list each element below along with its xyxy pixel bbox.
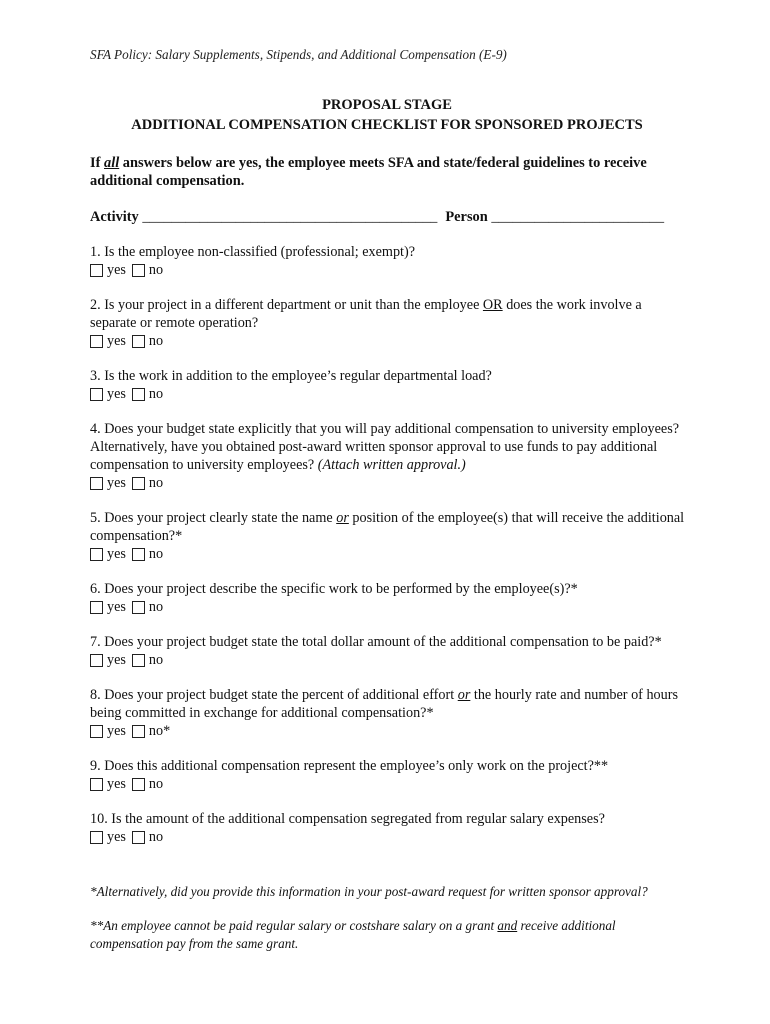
- question-2: [90, 296, 690, 350]
- no-checkbox[interactable]: [132, 831, 145, 844]
- yes-label: yes: [107, 333, 126, 349]
- no-label: no: [148, 262, 164, 278]
- yes-label: yes: [107, 386, 126, 402]
- activity-label: Activity: [90, 209, 143, 225]
- question-text: 10. Is the amount of the additional compensation segregated from regular salary expenses?: [90, 811, 605, 827]
- no-checkbox[interactable]: [132, 654, 145, 667]
- question-text: 9. Does this additional compensation represent the employee’s only work on the project?**: [90, 758, 609, 774]
- answer-options: [90, 261, 690, 279]
- question-text: 4. Does your budget state explicitly that you will pay additional compensation to university employees? Alternatively, have you obtained post-award written sponsor approval to use funds to pay additional compensation to university employees? (Attach written approval.): [90, 421, 680, 473]
- yes-label: yes: [107, 546, 126, 562]
- policy-header: SFA Policy: Salary Supplements, Stipends, and Additional Compensation (E-9): [90, 47, 507, 62]
- title-line-1: PROPOSAL STAGE: [322, 97, 452, 113]
- no-label: no: [148, 652, 164, 668]
- no-checkbox[interactable]: [132, 548, 145, 561]
- no-checkbox[interactable]: [132, 335, 145, 348]
- no-label: no: [148, 386, 164, 402]
- no-label: no: [148, 599, 164, 615]
- yes-checkbox[interactable]: [90, 264, 103, 277]
- no-label: no: [148, 546, 164, 562]
- yes-label: yes: [107, 829, 126, 845]
- question-6: [90, 580, 690, 616]
- answer-options: [90, 332, 690, 350]
- answer-options: [90, 598, 690, 616]
- no-checkbox[interactable]: [132, 725, 145, 738]
- yes-label: yes: [107, 652, 126, 668]
- yes-label: yes: [107, 262, 126, 278]
- yes-checkbox[interactable]: [90, 654, 103, 667]
- title-block: [90, 95, 684, 135]
- question-text: 3. Is the work in addition to the employee’s regular departmental load?: [90, 368, 492, 384]
- answer-options: [90, 828, 690, 846]
- no-label: no: [148, 475, 164, 491]
- activity-input[interactable]: _________________________________________: [142, 209, 438, 225]
- activity-line: [90, 208, 684, 226]
- intro-text: If all answers below are yes, the employee meets SFA and state/federal guidelines to receive additional compensation.: [90, 155, 647, 189]
- yes-checkbox[interactable]: [90, 477, 103, 490]
- question-text: 5. Does your project clearly state the name or position of the employee(s) that will receive the additional compensation?*: [90, 510, 685, 544]
- no-checkbox[interactable]: [132, 601, 145, 614]
- question-3: [90, 367, 690, 403]
- footnote-1: *Alternatively, did you provide this information in your post-award request for written sponsor approval?: [90, 884, 648, 899]
- question-8: [90, 686, 690, 740]
- answer-options: [90, 722, 690, 740]
- answer-options: [90, 474, 690, 492]
- no-label: no: [148, 829, 164, 845]
- intro-emphasis: all: [104, 155, 120, 171]
- yes-checkbox[interactable]: [90, 335, 103, 348]
- question-text: 8. Does your project budget state the percent of additional effort or the hourly rate and number of hours being committed in exchange for additional compensation?*: [90, 687, 678, 721]
- no-label: no*: [148, 723, 171, 739]
- yes-checkbox[interactable]: [90, 778, 103, 791]
- yes-label: yes: [107, 776, 126, 792]
- answer-options: [90, 775, 690, 793]
- question-4: [90, 420, 690, 492]
- person-label: Person: [445, 209, 492, 225]
- question-1: [90, 243, 690, 279]
- no-checkbox[interactable]: [132, 388, 145, 401]
- question-9: [90, 757, 690, 793]
- questions-list: [90, 243, 690, 846]
- question-text: 1. Is the employee non-classified (professional; exempt)?: [90, 244, 416, 260]
- yes-checkbox[interactable]: [90, 601, 103, 614]
- footnote-2: **An employee cannot be paid regular salary or costshare salary on a grant and receive additional compensation pay from the same grant.: [90, 918, 616, 951]
- yes-checkbox[interactable]: [90, 725, 103, 738]
- yes-checkbox[interactable]: [90, 831, 103, 844]
- question-10: [90, 810, 690, 846]
- yes-checkbox[interactable]: [90, 388, 103, 401]
- no-checkbox[interactable]: [132, 477, 145, 490]
- answer-options: [90, 385, 690, 403]
- yes-label: yes: [107, 723, 126, 739]
- no-checkbox[interactable]: [132, 778, 145, 791]
- no-label: no: [148, 333, 164, 349]
- question-7: [90, 633, 690, 669]
- yes-label: yes: [107, 475, 126, 491]
- no-checkbox[interactable]: [132, 264, 145, 277]
- question-5: [90, 509, 690, 563]
- title-line-2: ADDITIONAL COMPENSATION CHECKLIST FOR SPONSORED PROJECTS: [131, 117, 643, 133]
- yes-label: yes: [107, 599, 126, 615]
- answer-options: [90, 545, 690, 563]
- question-text: 7. Does your project budget state the total dollar amount of the additional compensation to be paid?*: [90, 634, 662, 650]
- no-label: no: [148, 776, 164, 792]
- answer-options: [90, 651, 690, 669]
- person-input[interactable]: ________________________: [491, 209, 665, 225]
- yes-checkbox[interactable]: [90, 548, 103, 561]
- question-text: 2. Is your project in a different department or unit than the employee OR does the work involve a separate or remote operation?: [90, 297, 642, 331]
- question-text: 6. Does your project describe the specific work to be performed by the employee(s)?*: [90, 581, 578, 597]
